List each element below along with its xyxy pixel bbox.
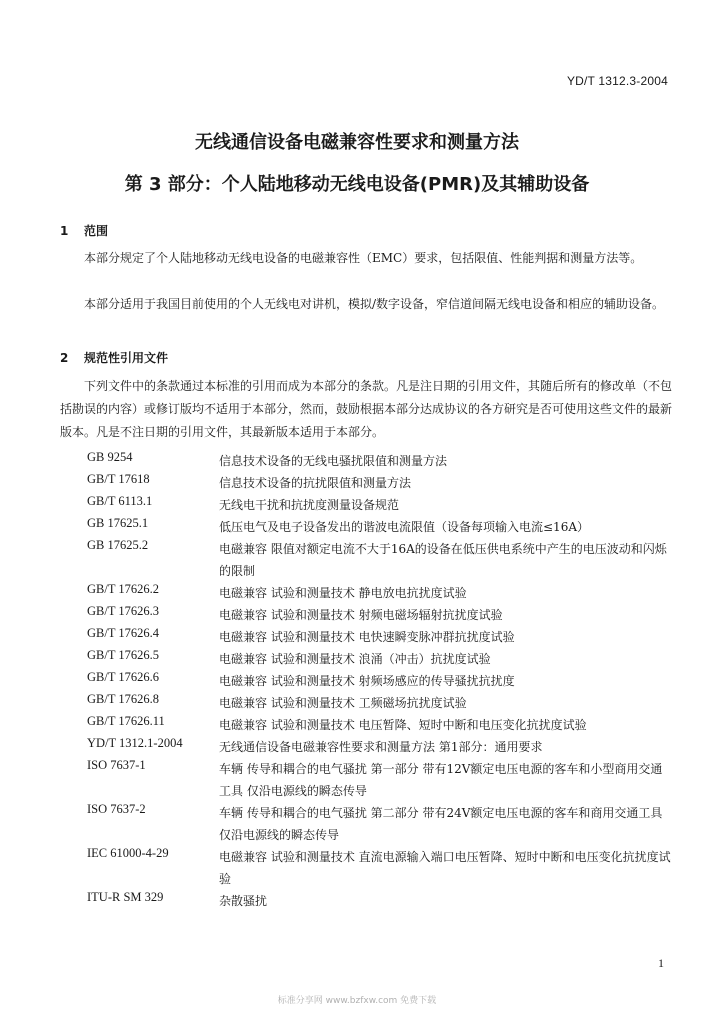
reference-list xyxy=(87,450,677,912)
reference-code: GB/T 17626.6 xyxy=(87,670,159,684)
standard-code: YD/T 1312.3-2004 xyxy=(566,74,668,88)
reference-code: ISO 7637-2 xyxy=(87,802,146,816)
reference-code: GB 17625.1 xyxy=(87,516,149,530)
page-number: 1 xyxy=(658,956,664,970)
reference-code: GB/T 17626.5 xyxy=(87,648,159,662)
reference-row xyxy=(87,846,677,890)
reference-row xyxy=(87,890,677,912)
section-title: 规范性引用文件 xyxy=(84,351,169,365)
reference-title: 信息技术设备的无线电骚扰限值和测量方法 xyxy=(219,454,448,468)
references-intro-paragraph: 下列文件中的条款通过本标准的引用而成为本部分的条款。凡是注日期的引用文件，其随后所有的修改单（不包括勘误的内容）或修订版均不适用于本部分，然而，鼓励根据本部分达成协议的各方研究是否可使用这些文件的最新版本。凡是不注日期的引用文件，其最新版本适用于本部分。 xyxy=(60,379,673,439)
reference-row xyxy=(87,538,677,582)
reference-title: 无线电干扰和抗扰度测量设备规范 xyxy=(219,498,400,512)
reference-code: GB/T 6113.1 xyxy=(87,494,153,508)
footer-watermark: 标准分享网 www.bzfxw.com 免费下载 xyxy=(277,996,437,1006)
reference-row xyxy=(87,758,677,802)
reference-row xyxy=(87,516,677,538)
section-number: 2 xyxy=(60,351,69,365)
reference-code: GB 9254 xyxy=(87,450,133,464)
reference-code: GB 17625.2 xyxy=(87,538,149,552)
reference-title: 杂散骚扰 xyxy=(219,894,268,908)
reference-row xyxy=(87,714,677,736)
reference-title: 电磁兼容 试验和测量技术 浪涌（冲击）抗扰度试验 xyxy=(219,652,491,666)
reference-code: ISO 7637-1 xyxy=(87,758,146,772)
document-subtitle: 第 3 部分：个人陆地移动无线电设备(PMR)及其辅助设备 xyxy=(124,174,590,195)
reference-row xyxy=(87,736,677,758)
reference-title: 电磁兼容 试验和测量技术 射频电磁场辐射抗扰度试验 xyxy=(219,608,503,622)
reference-code: GB/T 17626.8 xyxy=(87,692,159,706)
reference-title: 电磁兼容 试验和测量技术 直流电源输入端口电压暂降、短时中断和电压变化抗扰度试验 xyxy=(219,850,671,886)
reference-code: GB/T 17618 xyxy=(87,472,150,486)
reference-title: 电磁兼容 试验和测量技术 电压暂降、短时中断和电压变化抗扰度试验 xyxy=(219,718,587,732)
document-title: 无线通信设备电磁兼容性要求和测量方法 xyxy=(195,132,519,153)
scope-paragraph-2: 本部分适用于我国目前使用的个人无线电对讲机，模拟/数字设备，窄信道间隔无线电设备和相应的辅助设备。 xyxy=(84,297,665,311)
reference-row xyxy=(87,802,677,846)
reference-code: ITU-R SM 329 xyxy=(87,890,164,904)
reference-row xyxy=(87,626,677,648)
reference-code: GB/T 17626.3 xyxy=(87,604,159,618)
reference-title: 车辆 传导和耦合的电气骚扰 第二部分 带有24V额定电压电源的客车和商用交通工具 仅沿电源线的瞬态传导 xyxy=(219,806,663,842)
reference-title: 电磁兼容 试验和测量技术 静电放电抗扰度试验 xyxy=(219,586,467,600)
reference-title: 电磁兼容 试验和测量技术 工频磁场抗扰度试验 xyxy=(219,696,467,710)
reference-row xyxy=(87,692,677,714)
reference-row xyxy=(87,582,677,604)
scope-paragraph-1: 本部分规定了个人陆地移动无线电设备的电磁兼容性（EMC）要求，包括限值、性能判据和测量方法等。 xyxy=(84,251,643,265)
reference-row xyxy=(87,450,677,472)
reference-row xyxy=(87,472,677,494)
reference-title: 电磁兼容 试验和测量技术 电快速瞬变脉冲群抗扰度试验 xyxy=(219,630,515,644)
reference-title: 低压电气及电子设备发出的谐波电流限值（设备每项输入电流≤16A） xyxy=(219,520,589,534)
reference-title: 电磁兼容 限值对额定电流不大于16A的设备在低压供电系统中产生的电压波动和闪烁的限制 xyxy=(219,542,667,578)
section-title: 范围 xyxy=(84,224,109,238)
section-number: 1 xyxy=(60,224,69,238)
reference-row xyxy=(87,604,677,626)
reference-title: 车辆 传导和耦合的电气骚扰 第一部分 带有12V额定电压电源的客车和小型商用交通工具 仅沿电源线的瞬态传导 xyxy=(219,762,663,798)
reference-row xyxy=(87,670,677,692)
section-heading-scope xyxy=(60,222,108,239)
reference-code: IEC 61000-4-29 xyxy=(87,846,169,860)
reference-code: GB/T 17626.11 xyxy=(87,714,165,728)
reference-code: GB/T 17626.2 xyxy=(87,582,159,596)
reference-code: GB/T 17626.4 xyxy=(87,626,159,640)
reference-title: 电磁兼容 试验和测量技术 射频场感应的传导骚扰抗扰度 xyxy=(219,674,515,688)
reference-row xyxy=(87,494,677,516)
reference-title: 无线通信设备电磁兼容性要求和测量方法 第1部分：通用要求 xyxy=(219,740,543,754)
reference-row xyxy=(87,648,677,670)
section-heading-normative-references xyxy=(60,349,168,366)
reference-code: YD/T 1312.1-2004 xyxy=(87,736,183,750)
reference-title: 信息技术设备的抗扰限值和测量方法 xyxy=(219,476,412,490)
